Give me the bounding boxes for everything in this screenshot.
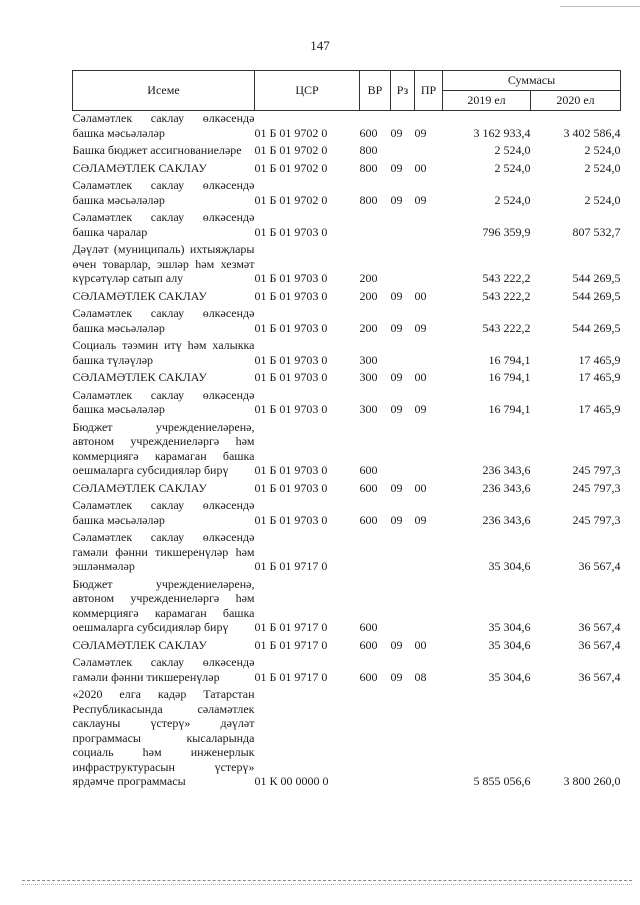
row-sum-2020: 3 402 586,4 [563, 125, 621, 140]
row-vr: 600 [359, 620, 378, 634]
row-csr: 01 Б 01 9703 0 [254, 463, 328, 477]
row-name: «2020 елга кадәр Татарстан Республикасында сәламәтлек саклауны үстерү» дәүләт программасы кысаларында социаль һәм инженерлык инфраструктурасын үстерү» ярдәмче программасы [72, 687, 255, 788]
row-sum-2019: 16 794,1 [488, 352, 531, 367]
row-sum-2019: 543 222,2 [482, 320, 531, 335]
row-pr: 00 [414, 637, 427, 652]
header-pr: ПР [415, 71, 443, 111]
row-name: СӘЛАМӘТЛЕК САКЛАУ [72, 288, 207, 303]
row-sum-2020: 245 797,3 [572, 480, 621, 495]
row-sum-2020: 2 524,0 [584, 143, 621, 157]
row-csr: 01 Б 01 9703 0 [254, 402, 328, 416]
row-sum-2020: 544 269,5 [572, 320, 621, 335]
header-csr: ЦСР [255, 71, 360, 111]
row-pr [415, 210, 443, 242]
header-sums: Суммасы [443, 71, 621, 91]
row-sum-2020: 36 567,4 [578, 620, 621, 634]
row-name: Сәламәтлек саклау өлкәсендә башка мәсьәләләр [72, 178, 255, 207]
row-sum-2019: 543 222,2 [482, 271, 531, 285]
row-sum-2019: 5 855 056,6 [473, 774, 531, 788]
row-sum-2019: 236 343,6 [482, 463, 531, 477]
row-sum-2019: 35 304,6 [488, 620, 531, 634]
row-sum-2019: 35 304,6 [488, 669, 531, 684]
row-vr: 300 [359, 402, 378, 416]
row-pr: 00 [414, 480, 427, 495]
row-sum-2019: 796 359,9 [482, 224, 531, 239]
row-vr: 800 [359, 160, 378, 175]
row-csr: 01 Б 01 9702 0 [254, 143, 328, 157]
row-sum-2020: 17 465,9 [578, 352, 621, 367]
row-pr: 00 [414, 160, 427, 175]
row-csr: 01 Б 01 9703 0 [254, 512, 328, 527]
row-rz [391, 143, 415, 161]
table-row [73, 306, 621, 338]
row-sum-2019: 2 524,0 [494, 192, 531, 207]
bottom-rule [22, 880, 632, 881]
row-vr: 200 [359, 271, 378, 285]
row-vr: 600 [359, 669, 378, 684]
table-row [73, 638, 621, 656]
row-vr [360, 687, 391, 792]
row-csr: 01 Б 01 9703 0 [254, 224, 328, 239]
page-number: 147 [310, 38, 330, 53]
row-vr: 300 [359, 370, 378, 384]
row-sum-2019: 236 343,6 [482, 512, 531, 527]
row-pr [415, 338, 443, 370]
row-vr [360, 210, 391, 242]
table-header [73, 71, 621, 111]
row-sum-2020: 36 567,4 [578, 669, 621, 684]
row-rz: 09 [390, 512, 403, 527]
row-name: Сәламәтлек саклау өлкәсендә башка мәсьәләләр [72, 111, 255, 140]
table-row [73, 161, 621, 179]
row-vr: 600 [359, 463, 378, 477]
row-sum-2019: 16 794,1 [488, 402, 531, 416]
row-pr: 09 [414, 320, 427, 335]
row-csr: 01 Б 01 9703 0 [254, 480, 328, 495]
table-row [73, 420, 621, 481]
row-vr: 800 [359, 143, 378, 157]
row-pr: 00 [414, 288, 427, 303]
row-vr: 600 [359, 125, 378, 140]
row-vr [360, 530, 391, 577]
row-pr [415, 242, 443, 289]
table-body [73, 111, 621, 792]
table-row [73, 577, 621, 638]
row-sum-2020: 2 524,0 [584, 192, 621, 207]
row-sum-2020: 2 524,0 [584, 160, 621, 175]
row-sum-2020: 807 532,7 [572, 224, 621, 239]
row-pr: 09 [414, 125, 427, 140]
table-row [73, 111, 621, 144]
top-edge-line [560, 6, 640, 7]
row-rz [391, 687, 415, 792]
header-vr: ВР [360, 71, 391, 111]
row-pr: 09 [414, 192, 427, 207]
row-csr: 01 К 00 0000 0 [254, 774, 329, 788]
row-name: СӘЛАМӘТЛЕК САКЛАУ [72, 160, 207, 175]
row-csr: 01 Б 01 9717 0 [254, 620, 328, 634]
row-csr: 01 Б 01 9703 0 [254, 352, 328, 367]
header-name: Исеме [73, 71, 255, 111]
row-name: Бюджет учреждениеләренә, автоном учреждениеләргә һәм коммерциягә карамаган башка оешмаларга субсидияләр бирү [72, 419, 255, 477]
row-name: СӘЛАМӘТЛЕК САКЛАУ [72, 637, 207, 652]
row-rz [391, 420, 415, 481]
row-rz [391, 577, 415, 638]
row-pr: 00 [414, 370, 427, 384]
row-pr [415, 530, 443, 577]
table-row [73, 687, 621, 792]
row-name: Сәламәтлек саклау өлкәсендә башка мәсьәләләр [72, 306, 255, 335]
row-csr: 01 Б 01 9717 0 [254, 637, 328, 652]
row-name: Сәламәтлек саклау өлкәсендә гамәли фәнни тикшеренүләр һәм эшләнмәләр [72, 530, 255, 573]
table-row [73, 242, 621, 289]
row-csr: 01 Б 01 9703 0 [254, 370, 328, 384]
row-sum-2020: 544 269,5 [572, 271, 621, 285]
table-row [73, 530, 621, 577]
row-csr: 01 Б 01 9717 0 [254, 669, 328, 684]
row-name: Башка бюджет ассигнованиеләре [72, 143, 242, 157]
row-rz: 09 [390, 669, 403, 684]
row-vr: 200 [359, 288, 378, 303]
row-sum-2020: 3 800 260,0 [563, 774, 621, 788]
row-sum-2019: 35 304,6 [488, 637, 531, 652]
table-row [73, 388, 621, 420]
row-rz: 09 [390, 480, 403, 495]
row-pr: 08 [414, 669, 427, 684]
row-rz [391, 338, 415, 370]
row-rz [391, 210, 415, 242]
row-csr: 01 Б 01 9702 0 [254, 125, 328, 140]
row-pr: 09 [414, 402, 427, 416]
row-pr [415, 420, 443, 481]
row-sum-2019: 35 304,6 [488, 559, 531, 573]
row-sum-2020: 245 797,3 [572, 463, 621, 477]
row-name: Дәүләт (муниципаль) ихтыяҗлары өчен товарлар, эшләр һәм хезмәт күрсәтүләр сатып алу [72, 242, 255, 285]
table-row [73, 143, 621, 161]
row-name: Сәламәтлек саклау өлкәсендә гамәли фәнни тикшеренүләр [72, 655, 255, 684]
header-2020: 2020 ел [531, 91, 621, 111]
table-row [73, 289, 621, 307]
row-name: Сәламәтлек саклау өлкәсендә башка мәсьәләләр [72, 387, 255, 416]
row-vr: 800 [359, 192, 378, 207]
row-rz: 09 [390, 637, 403, 652]
row-sum-2020: 36 567,4 [578, 637, 621, 652]
row-rz: 09 [390, 370, 403, 384]
row-pr [415, 143, 443, 161]
row-pr: 09 [414, 512, 427, 527]
row-csr: 01 Б 01 9703 0 [254, 271, 328, 285]
row-vr: 200 [359, 320, 378, 335]
row-rz: 09 [390, 288, 403, 303]
row-csr: 01 Б 01 9702 0 [254, 192, 328, 207]
row-name: Бюджет учреждениеләренә, автоном учреждениеләргә һәм коммерциягә карамаган башка оешмаларга субсидияләр бирү [72, 576, 255, 634]
row-csr: 01 Б 01 9702 0 [254, 160, 328, 175]
row-sum-2019: 543 222,2 [482, 288, 531, 303]
row-csr: 01 Б 01 9703 0 [254, 320, 328, 335]
row-vr: 600 [359, 637, 378, 652]
row-sum-2020: 17 465,9 [578, 370, 621, 384]
row-name: СӘЛАМӘТЛЕК САКЛАУ [72, 370, 207, 384]
bottom-rule-dotted [22, 884, 632, 885]
table-row [73, 210, 621, 242]
row-rz: 09 [390, 320, 403, 335]
row-vr: 300 [359, 352, 378, 367]
row-pr [415, 687, 443, 792]
row-sum-2020: 17 465,9 [578, 402, 621, 416]
row-sum-2019: 2 524,0 [494, 160, 531, 175]
row-rz: 09 [390, 192, 403, 207]
row-sum-2020: 544 269,5 [572, 288, 621, 303]
table-row [73, 338, 621, 370]
row-sum-2019: 3 162 933,4 [473, 125, 531, 140]
row-rz: 09 [390, 402, 403, 416]
row-name: Сәламәтлек саклау өлкәсендә башка мәсьәләләр [72, 498, 255, 527]
table-row [73, 481, 621, 499]
row-sum-2019: 2 524,0 [494, 143, 531, 157]
row-rz [391, 530, 415, 577]
row-rz: 09 [390, 125, 403, 140]
header-2019: 2019 ел [443, 91, 531, 111]
table-row [73, 370, 621, 388]
budget-table [72, 70, 621, 792]
table-row [73, 178, 621, 210]
row-csr: 01 Б 01 9703 0 [254, 288, 328, 303]
header-rz: Рз [391, 71, 415, 111]
row-name: Сәламәтлек саклау өлкәсендә башка чаралар [72, 210, 255, 239]
row-vr: 600 [359, 480, 378, 495]
row-name: Социаль тәэмин итү һәм халыкка башка түләүләр [72, 338, 255, 367]
row-rz: 09 [390, 160, 403, 175]
table-row [73, 498, 621, 530]
row-sum-2020: 36 567,4 [578, 559, 621, 573]
row-csr: 01 Б 01 9717 0 [254, 559, 328, 573]
row-rz [391, 242, 415, 289]
table-row [73, 655, 621, 687]
row-vr: 600 [359, 512, 378, 527]
row-sum-2020: 245 797,3 [572, 512, 621, 527]
row-name: СӘЛАМӘТЛЕК САКЛАУ [72, 480, 207, 495]
row-sum-2019: 236 343,6 [482, 480, 531, 495]
row-pr [415, 577, 443, 638]
row-sum-2019: 16 794,1 [488, 370, 531, 384]
